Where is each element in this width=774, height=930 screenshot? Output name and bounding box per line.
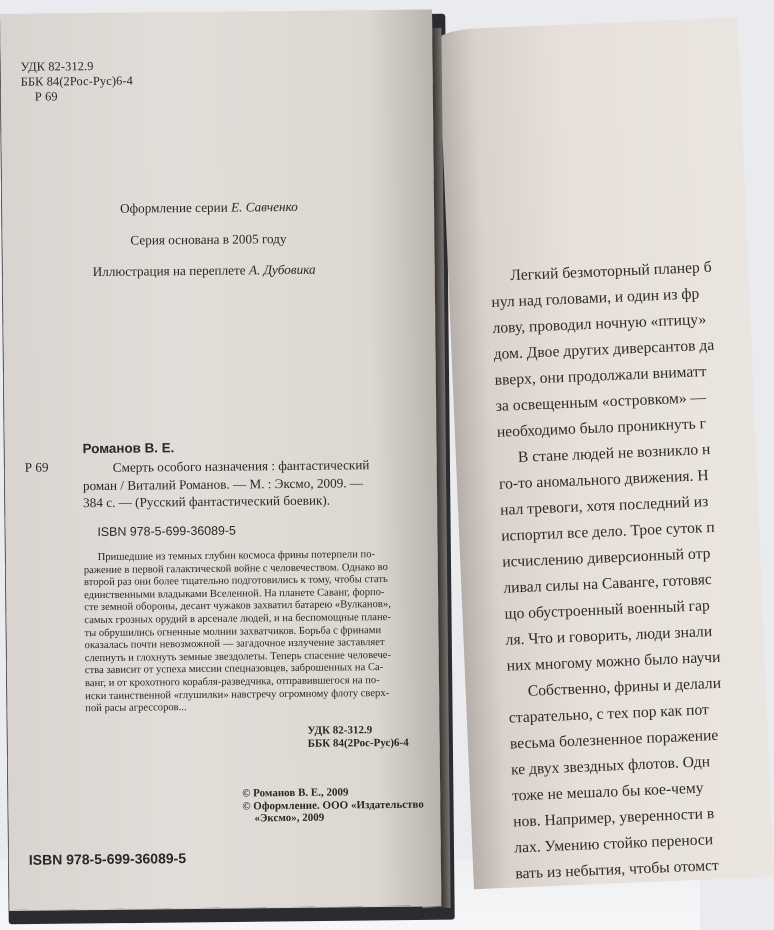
text-line: лах. Умению стойко переноси (513, 831, 714, 857)
credit-label: Оформление серии (119, 199, 232, 216)
series-design-credit (120, 199, 298, 217)
text-line: за освещенным «островком» — (495, 389, 707, 415)
bibliographic-entry (82, 456, 370, 511)
isbn-line: ISBN 978-5-699-36089-5 (97, 523, 236, 540)
footer-bbk: ББК 84(2Рос-Рус)6-4 (307, 736, 409, 750)
text-line: старательно, с тех пор как пот (508, 701, 710, 727)
annotation-line: сте земной обороны, десант чужаков захватил батарею «Вулканов», (84, 599, 391, 614)
text-line: необходимо было проникнуть г (496, 415, 707, 441)
annotation-line: оказалась почти невозможной — загадочное излучение заставляет (84, 637, 385, 652)
credit-name: Е. Савченко (230, 198, 298, 215)
right-page (438, 17, 774, 889)
bottom-isbn: ISBN 978-5-699-36089-5 (28, 850, 187, 868)
text-line: вверх, они продолжали вниматт (494, 363, 707, 389)
text-line: ливал силы на Саванге, готовяс (503, 571, 713, 597)
text-line: Собственно, фрины и делали (527, 674, 722, 700)
author-heading: Романов В. Е. (82, 440, 175, 457)
annotation-line: ванг, и от крохотного корабля-разведчика, отправившегося на по- (84, 674, 380, 690)
text-line: ля. Что и говорить, люди знали (505, 623, 713, 649)
annotation-line: ства зависит от успеха миссии спецназовцев, заброшенных на Са- (84, 662, 384, 677)
text-line: дом. Двое других диверсантов да (493, 336, 715, 363)
bibliography-line: роман / Виталий Романов. — М. : Эксмо, 2009. — (82, 474, 364, 493)
text-line: Легкий безмоторный планер б (509, 258, 712, 285)
text-line: них многому можно было научи (506, 648, 721, 675)
footer-udk: УДК 82-312.9 (307, 724, 373, 737)
text-line: тоже не мешало бы кое-чему (511, 779, 704, 805)
annotation-line: второй раз они более тщательно подготовились к тому, чтобы стать (83, 574, 388, 589)
illustration-credit (93, 262, 316, 280)
text-line: весьма болезненное поражение (509, 726, 719, 753)
annotation-line: ты обрушились огненные молнии захватчиков. Борьба с фринами (84, 624, 382, 639)
cutter-code: Р 69 (34, 89, 58, 104)
text-line: испортил все дело. Трое суток п (500, 518, 715, 545)
bibliography-line: Смерть особого назначения : фантастический (112, 457, 370, 475)
text-line: нул над головами, и один из фр (491, 285, 700, 311)
text-line: лову, проводил ночную «птицу» (492, 311, 707, 337)
left-page (0, 9, 441, 909)
annotation-line: пой расы агрессоров... (85, 702, 187, 715)
annotation-line: самых грозных орудий в арсенале людей, и на беспомощные плане- (84, 611, 391, 627)
copyright-line: «Эксмо», 2009 (254, 811, 325, 825)
text-line: В стане людей не возникло н (517, 440, 711, 467)
text-line: що обустроенный военный гар (504, 597, 711, 623)
cutter-number: Р 69 (24, 459, 49, 475)
annotation-line: ражение в первой галактической войне с человечеством. Однако во (83, 561, 388, 576)
copyright-line: © Оформление. ООО «Издательство (242, 798, 424, 813)
text-line: нал тревоги, хотя последний из (499, 493, 709, 519)
credit-label: Иллюстрация на переплете (92, 262, 249, 280)
bbk-code: ББК 84(2Рос-Рус)6-4 (20, 73, 133, 89)
text-line: вать из небытия, чтобы отомст (515, 856, 720, 883)
copyright-block (242, 786, 424, 826)
copyright-line: © Романов В. Е., 2009 (242, 786, 349, 800)
annotation-line: слепнуть и глохнуть земные звездолеты. Теперь спасение человече- (84, 649, 392, 664)
text-line: ке двух звездных флотов. Одн (510, 753, 711, 779)
bibliography-line: 384 с. — (Русский фантастический боевик). (83, 492, 331, 511)
text-line: го-то аномального движения. Н (498, 467, 709, 493)
udk-code: УДК 82-312.9 (20, 59, 94, 74)
annotation-line: иски таинственной «глушилки» навстречу огромному флоту сверх- (85, 687, 390, 702)
annotation (84, 549, 392, 716)
series-founded: Серия основана в 2005 году (130, 231, 287, 248)
text-line: нов. Например, уверенности в (512, 805, 715, 831)
annotation-line: единственными владыками Вселенной. На планете Саванг, форпо- (84, 586, 385, 601)
annotation-line: Пришедшие из темных глубин космоса фрины потерпели по- (97, 549, 376, 564)
credit-name: А. Дубовика (248, 261, 316, 278)
text-line: исчислению диверсионный отр (501, 545, 711, 571)
